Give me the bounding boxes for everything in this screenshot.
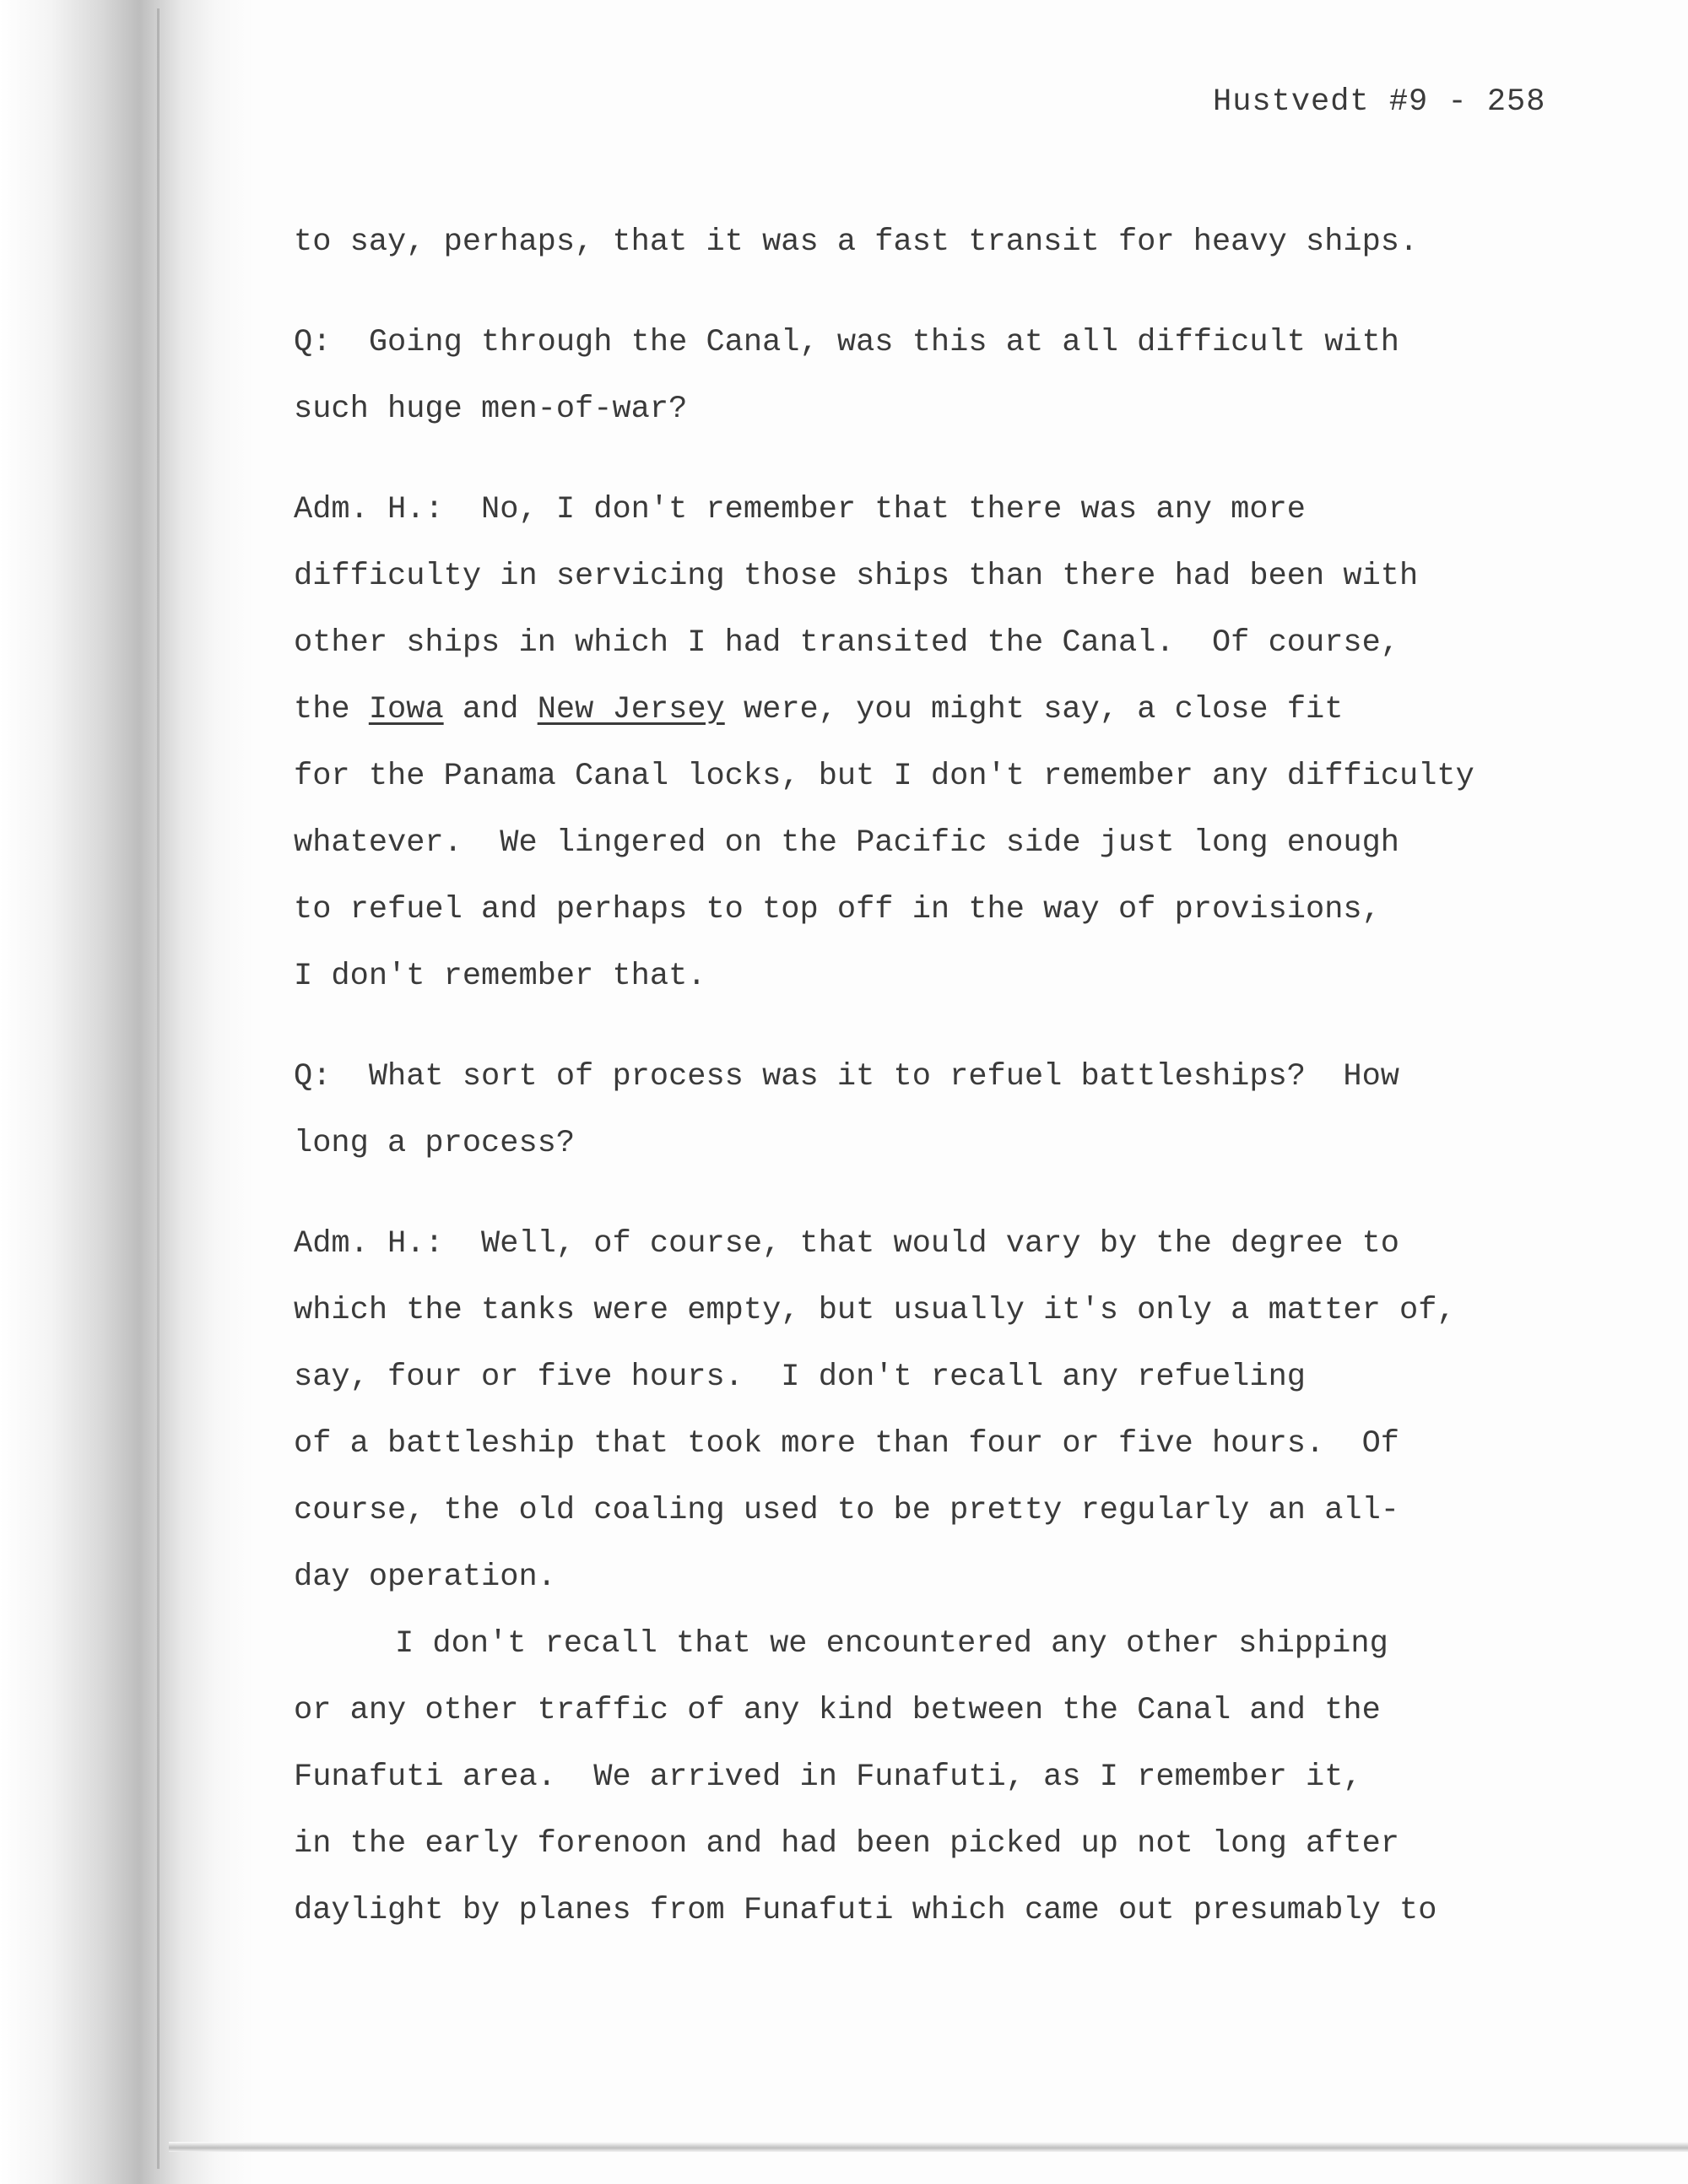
paragraph-gap — [294, 1177, 1560, 1211]
text-line: which the tanks were empty, but usually it's only a matter of, — [294, 1293, 1456, 1328]
paragraph-gap — [294, 276, 1560, 310]
binding-shadow-line — [157, 8, 160, 2169]
paragraph-gap — [294, 443, 1560, 477]
text-line: difficulty in servicing those ships than there had been with — [294, 559, 1419, 594]
text-segment: and — [443, 692, 538, 727]
ship-name-new-jersey: New Jersey — [537, 692, 725, 727]
text-line: for the Panama Canal locks, but I don't remember any difficulty — [294, 759, 1474, 794]
text-line: Q: Going through the Canal, was this at all difficult with — [294, 325, 1400, 360]
text-line: day operation. — [294, 1560, 556, 1595]
text-line: other ships in which I had transited the Canal. Of course, — [294, 625, 1400, 661]
text-line — [294, 677, 1560, 743]
text-line: or any other traffic of any kind between the Canal and the — [294, 1693, 1381, 1728]
text-line: Adm. H.: No, I don't remember that there was any more — [294, 492, 1306, 527]
transcript-body — [294, 209, 1560, 1944]
text-line: to say, perhaps, that it was a fast transit for heavy ships. — [294, 224, 1419, 260]
text-line: say, four or five hours. I don't recall any refueling — [294, 1360, 1306, 1395]
text-line: in the early forenoon and had been picked up not long after — [294, 1826, 1400, 1862]
paragraph-gap — [294, 1010, 1560, 1044]
text-line: whatever. We lingered on the Pacific side just long enough — [294, 825, 1400, 861]
page-bottom-edge — [169, 2142, 1688, 2152]
ship-name-iowa: Iowa — [368, 692, 444, 727]
text-line: daylight by planes from Funafuti which came out presumably to — [294, 1893, 1437, 1928]
text-line: to refuel and perhaps to top off in the way of provisions, — [294, 892, 1381, 927]
text-segment: the — [294, 692, 369, 727]
page-header: Hustvedt #9 - 258 — [1213, 84, 1546, 120]
text-line: Q: What sort of process was it to refuel battleships? How — [294, 1059, 1400, 1095]
binding-gutter — [0, 0, 253, 2184]
text-segment: were, you might say, a close fit — [724, 692, 1344, 727]
text-line: long a process? — [294, 1126, 576, 1161]
text-line: course, the old coaling used to be pretty regularly an all- — [294, 1493, 1400, 1528]
text-line: of a battleship that took more than four or five hours. Of — [294, 1426, 1400, 1462]
text-line: Adm. H.: Well, of course, that would vary by the degree to — [294, 1226, 1400, 1262]
text-line: I don't recall that we encountered any other shipping — [395, 1626, 1388, 1662]
text-line: Funafuti area. We arrived in Funafuti, as I remember it, — [294, 1760, 1362, 1795]
text-line: such huge men-of-war? — [294, 392, 688, 427]
text-line: I don't remember that. — [294, 959, 706, 994]
